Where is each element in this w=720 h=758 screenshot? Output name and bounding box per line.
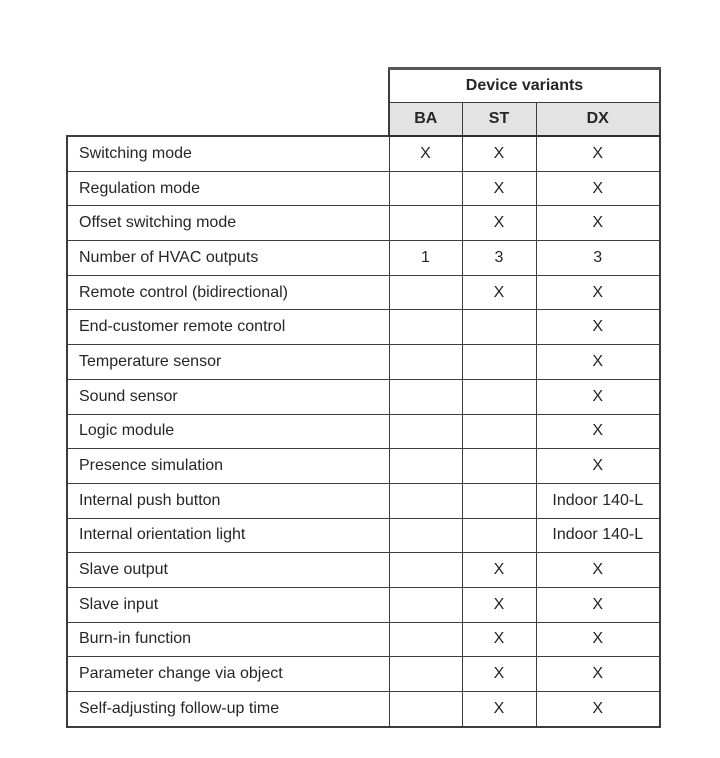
cell-ba [389,622,462,657]
header-corner-spacer [67,69,389,103]
cell-ba [389,310,462,345]
cell-st [462,449,536,484]
feature-row [67,657,660,692]
cell-st: 3 [462,241,536,276]
cell-dx: X [536,345,660,380]
cell-st: X [462,206,536,241]
cell-ba [389,171,462,206]
cell-dx: X [536,587,660,622]
cell-st: X [462,275,536,310]
cell-st: X [462,622,536,657]
cell-st: X [462,553,536,588]
feature-row [67,692,660,727]
cell-dx: X [536,622,660,657]
cell-dx: X [536,449,660,484]
feature-label: Number of HVAC outputs [67,241,389,276]
cell-dx: X [536,379,660,414]
cell-dx: Indoor 140-L [536,518,660,553]
cell-dx: X [536,310,660,345]
cell-ba [389,553,462,588]
feature-label: Presence simulation [67,449,389,484]
cell-st [462,379,536,414]
cell-ba [389,275,462,310]
cell-st [462,310,536,345]
feature-label: Temperature sensor [67,345,389,380]
feature-row [67,622,660,657]
feature-label: Logic module [67,414,389,449]
feature-row [67,414,660,449]
cell-ba [389,414,462,449]
cell-dx: X [536,136,660,171]
feature-label: Switching mode [67,136,389,171]
cell-ba [389,657,462,692]
feature-row [67,241,660,276]
feature-label: Slave input [67,587,389,622]
cell-dx: X [536,171,660,206]
cell-st: X [462,136,536,171]
column-header-st: ST [462,103,536,137]
cell-st: X [462,657,536,692]
cell-dx: X [536,657,660,692]
device-variants-table [66,67,661,728]
cell-ba [389,345,462,380]
feature-label: Slave output [67,553,389,588]
feature-row [67,518,660,553]
feature-row [67,275,660,310]
feature-label: Burn-in function [67,622,389,657]
cell-dx: 3 [536,241,660,276]
table-header [67,69,660,137]
table-header-title: Device variants [389,69,660,103]
cell-st: X [462,692,536,727]
column-header-dx: DX [536,103,660,137]
cell-ba [389,587,462,622]
cell-ba: X [389,136,462,171]
feature-label: Sound sensor [67,379,389,414]
cell-dx: X [536,275,660,310]
feature-row [67,136,660,171]
feature-label: End-customer remote control [67,310,389,345]
feature-label: Internal push button [67,483,389,518]
cell-dx: X [536,553,660,588]
feature-row [67,379,660,414]
cell-st [462,518,536,553]
cell-st: X [462,171,536,206]
column-header-ba: BA [389,103,462,137]
cell-st [462,345,536,380]
feature-row [67,171,660,206]
feature-row [67,310,660,345]
feature-row [67,587,660,622]
cell-st [462,414,536,449]
feature-row [67,206,660,241]
feature-row [67,449,660,484]
cell-st [462,483,536,518]
header-corner-spacer [67,103,389,137]
feature-label: Internal orientation light [67,518,389,553]
feature-row [67,345,660,380]
feature-label: Remote control (bidirectional) [67,275,389,310]
table-body [67,136,660,727]
cell-ba [389,449,462,484]
feature-label: Offset switching mode [67,206,389,241]
feature-label: Parameter change via object [67,657,389,692]
cell-dx: X [536,206,660,241]
device-variants-table-wrap [66,67,661,728]
feature-row [67,553,660,588]
feature-row [67,483,660,518]
cell-ba [389,206,462,241]
cell-ba [389,379,462,414]
cell-ba [389,518,462,553]
cell-dx: Indoor 140-L [536,483,660,518]
cell-ba [389,483,462,518]
cell-dx: X [536,414,660,449]
header-title-row [67,69,660,103]
cell-ba: 1 [389,241,462,276]
feature-label: Self-adjusting follow-up time [67,692,389,727]
feature-label: Regulation mode [67,171,389,206]
cell-dx: X [536,692,660,727]
cell-st: X [462,587,536,622]
cell-ba [389,692,462,727]
header-columns-row [67,103,660,137]
